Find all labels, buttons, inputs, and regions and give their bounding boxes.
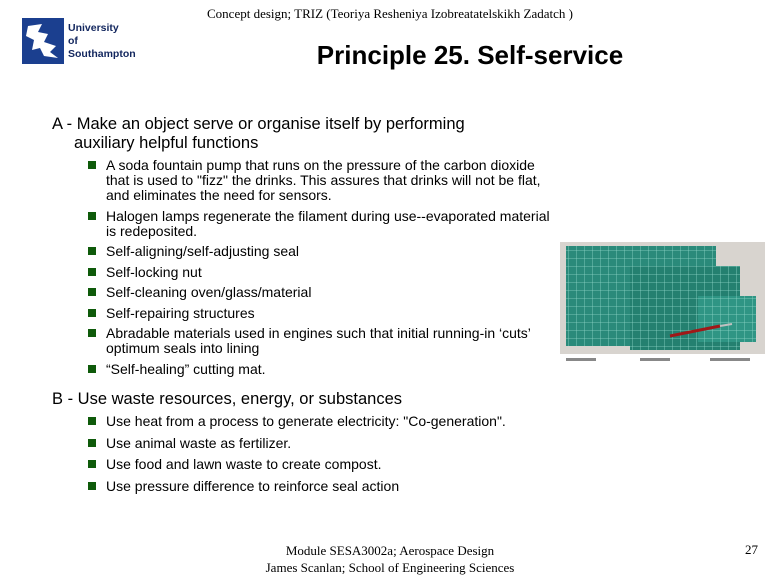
bullet-square-icon	[88, 329, 96, 337]
section-a-heading-line-1: A - Make an object serve or organise itself by performing	[52, 115, 465, 133]
page-number: 27	[745, 542, 758, 557]
list-item	[88, 158, 558, 203]
bullet-square-icon	[88, 439, 96, 447]
list-item-text: Use pressure difference to reinforce seal action	[106, 477, 400, 494]
bullet-square-icon	[88, 365, 96, 373]
list-item-text: Self-repairing structures	[106, 304, 255, 321]
bullet-square-icon	[88, 460, 96, 468]
page-title-text: Principle 25. Self-service	[316, 40, 624, 70]
list-item-text: Halogen lamps regenerate the filament during use--evaporated material is redeposited.	[106, 207, 550, 239]
bullet-square-icon	[88, 417, 96, 425]
list-item-text: Abradable materials used in engines such that initial running-in ‘cuts’ optimum seals into lining	[106, 325, 531, 356]
list-item	[88, 306, 558, 321]
bullet-square-icon	[88, 268, 96, 276]
list-item-text: A soda fountain pump that runs on the pressure of the carbon dioxide that is used to "fizz" the drinks. This assures that drinks will not be flat, and eliminates the need for sensors.	[106, 157, 541, 203]
list-item	[88, 285, 558, 300]
list-item-text: Self-cleaning oven/glass/material	[106, 284, 312, 300]
section-b-heading: B - Use waste resources, energy, or substances	[52, 390, 403, 408]
footer-line-1: Module SESA3002a; Aerospace Design	[285, 543, 495, 558]
list-item-text: Self-locking nut	[106, 263, 202, 280]
section-a-list	[88, 158, 558, 382]
footer	[200, 542, 580, 576]
list-item	[88, 414, 608, 429]
section-a-heading-line-2: auxiliary helpful functions	[74, 134, 259, 152]
bullet-square-icon	[88, 247, 96, 255]
bullet-square-icon	[88, 482, 96, 490]
list-item-text: Use heat from a process to generate electricity: "Co-generation".	[106, 413, 506, 429]
list-item	[88, 244, 558, 259]
list-item-text: “Self-healing” cutting mat.	[106, 360, 266, 377]
list-item	[88, 362, 558, 377]
list-item	[88, 436, 608, 451]
bullet-square-icon	[88, 212, 96, 220]
bullet-square-icon	[88, 161, 96, 169]
bullet-square-icon	[88, 309, 96, 317]
section-b-list	[88, 414, 608, 500]
header-title: Concept design; TRIZ (Teoriya Resheniya Izobreatatelskikh Zadatch )	[207, 6, 573, 21]
logo-line-1: University	[68, 22, 119, 34]
list-item	[88, 479, 608, 494]
list-item	[88, 457, 608, 472]
list-item-text: Use animal waste as fertilizer.	[106, 434, 292, 451]
cutting-mat-photo	[560, 242, 765, 372]
list-item	[88, 326, 558, 356]
section-a-heading	[52, 115, 562, 153]
footer-line-2: James Scanlan; School of Engineering Sciences	[265, 560, 515, 575]
list-item	[88, 209, 558, 239]
bullet-square-icon	[88, 288, 96, 296]
list-item-text: Self-aligning/self-adjusting seal	[106, 243, 299, 259]
list-item-text: Use food and lawn waste to create compost.	[106, 456, 382, 472]
list-item	[88, 265, 558, 280]
logo-line-2: of Southampton	[68, 35, 136, 60]
page-title	[0, 40, 780, 71]
